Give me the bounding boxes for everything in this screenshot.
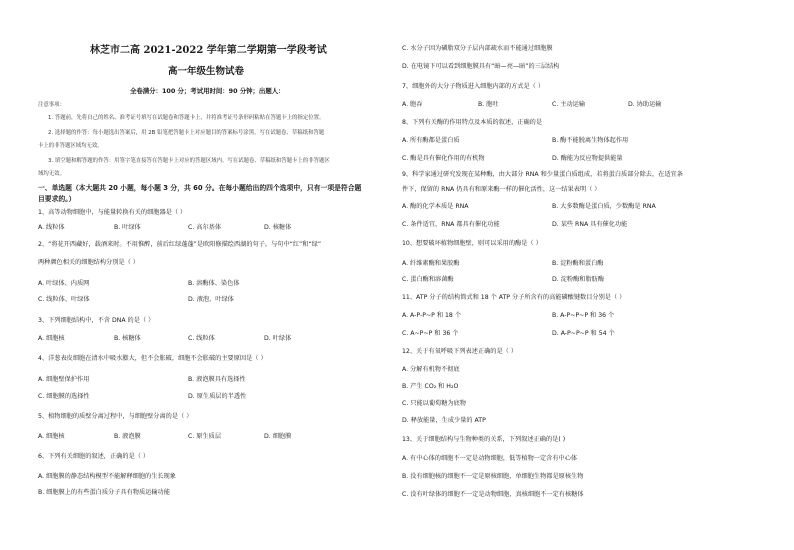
- option[interactable]: C. 酶是具有催化作用的有机物: [402, 155, 485, 162]
- question-stem: 3、下列细胞结构中，不含 DNA 的是（ ）: [38, 317, 155, 324]
- option[interactable]: A. 所有酶都是蛋白质: [402, 137, 460, 144]
- question-stem: 1、高等动物细胞中，与能量转换有关的细胞器是（ ）: [38, 209, 187, 216]
- option[interactable]: A. 胞吞: [402, 101, 423, 108]
- option[interactable]: D. 酶能为反应物提供能量: [552, 155, 623, 162]
- option[interactable]: B. 淀粉酶和蛋白酶: [552, 260, 604, 267]
- option[interactable]: C. 线粒体: [188, 335, 215, 342]
- option[interactable]: B. 核糖体: [114, 335, 141, 342]
- option[interactable]: C. 条件适宜，RNA 都具有催化功能: [402, 221, 500, 228]
- option[interactable]: B. 细胞膜上的有些蛋白质分子具有物质运输功能: [38, 489, 170, 496]
- option[interactable]: A. 酶的化学本质是 RNA: [402, 203, 469, 210]
- option[interactable]: D. 释放能量，生成少量的 ATP: [402, 417, 486, 424]
- option[interactable]: D. 核糖体: [264, 224, 292, 231]
- option[interactable]: D. 某些 RNA 具有催化功能: [552, 221, 628, 228]
- question-stem: 5、植物细胞的质壁分离过程中，与细胞壁分离的是（ ）: [38, 413, 193, 420]
- option[interactable]: C. A~P~P 和 36 个: [402, 330, 459, 337]
- notes-heading: 注意事项：: [38, 102, 65, 108]
- note-line: 域均无效。: [38, 171, 65, 177]
- question-stem: 6、下列有关细胞的叙述，正确的是（ ）: [38, 453, 150, 460]
- option[interactable]: A. 线粒体: [38, 224, 65, 231]
- question-stem: 7、细胞外的大分子物质进入细胞内部的方式是（ ）: [402, 83, 545, 90]
- question-stem: 11、ATP 分子的结构简式和 18 个 ATP 分子所含有的高能磷酸键数目分别是（ ）: [402, 294, 626, 301]
- option[interactable]: B. 产生 CO₂ 和 H₂O: [402, 383, 459, 390]
- right-column: [402, 0, 762, 550]
- option[interactable]: A. 细胞壁保护作用: [38, 376, 90, 383]
- note-line: 1. 答题前，先将自己的姓名、准考证号填写在试题卷和答题卡上，并将准考证号条形码粘贴在答题卡上的指定位置。: [48, 115, 325, 121]
- option[interactable]: B. 液泡膜: [114, 433, 141, 440]
- option[interactable]: A. A-P-P~P 和 18 个: [402, 312, 462, 319]
- question-stem: 10、想要破坏植物细胞壁，则可以采用的酶是（ ）: [402, 240, 542, 247]
- option[interactable]: A. 细胞核: [38, 335, 65, 342]
- note-line: 2. 选择题的作答：每小题选出答案后，用 2B 铅笔把答题卡上对应题目的答案标号涂黑，写在试题卷、草稿纸和答题: [48, 130, 325, 136]
- question-stem: 13、关于细胞结构与生物种类的关系，下列叙述正确的是( ): [402, 436, 566, 443]
- exam-title: 林芝市二高 2021-2022 学年第二学期第一学段考试: [90, 45, 327, 56]
- option[interactable]: C. 高尔基体: [188, 224, 222, 231]
- section-heading: 一、单选题（本大题共 20 小题，每小题 3 分，共 60 分。在每小题给出的四个选项中，只有一项是符合题: [38, 184, 362, 192]
- exam-info: 全卷满分：100 分；考试用时间：90 分钟；出题人：: [130, 87, 285, 95]
- option[interactable]: C. 蛋白酶和溶菌酶: [402, 276, 454, 283]
- option[interactable]: A. 有中心体的细胞不一定是动物细胞，低等植物一定含有中心体: [402, 455, 578, 462]
- option[interactable]: B. 溶酶体、染色体: [188, 280, 240, 287]
- option[interactable]: B. 没有细胞核的细胞不一定是原核细胞，单细胞生物都是原核生物: [402, 473, 584, 480]
- question-stem: 12、关于有氧呼吸下列表述正确的是（ ）: [402, 348, 518, 355]
- option[interactable]: C. 只能以葡萄糖为底物: [402, 400, 466, 407]
- option[interactable]: B. A-P~P~P 和 36 个: [552, 312, 615, 319]
- option[interactable]: D. 协助运输: [628, 101, 662, 108]
- question-stem-cont: 两种颜色相关的细胞结构分别是（ ）: [38, 259, 139, 266]
- option[interactable]: B. 液泡膜具有选择性: [188, 376, 246, 383]
- option[interactable]: C. 水分子因为磷脂双分子层内部疏水而不能通过细胞膜: [402, 45, 553, 52]
- option[interactable]: D. A-P~P~P 和 54 个: [552, 330, 615, 337]
- question-stem: 9、科学家通过研究发现在某种酶，由大部分 RNA 和少量蛋白质组成，若将蛋白质部分除去，在适宜条: [402, 171, 683, 178]
- option[interactable]: D. 淀粉酶和脂肪酶: [552, 276, 605, 283]
- left-column: [38, 0, 388, 550]
- question-stem: 2、“将花开西藏好，载酒来时。不用惟醉，前后红绿蓬蓬”是欧阳修描绘西湖的句子。与句中“红”和“绿”: [38, 241, 322, 248]
- option[interactable]: C. 线粒体、叶绿体: [38, 296, 90, 303]
- option[interactable]: D. 叶绿体: [264, 335, 292, 342]
- option[interactable]: D. 液泡、叶绿体: [188, 296, 234, 303]
- note-line: 卡上的非答题区域均无效。: [38, 143, 103, 149]
- option[interactable]: A. 细胞膜的静态结构模型不能解释细胞的生长现象: [38, 473, 176, 480]
- option[interactable]: B. 胞吐: [478, 101, 499, 108]
- option[interactable]: B. 大多数酶是蛋白质，少数酶是 RNA: [552, 203, 656, 210]
- question-stem-cont: 件下，保留的 RNA 仍具有和原来酶一样的催化活性，这一结果表明（ ）: [402, 186, 601, 193]
- option[interactable]: D. 细胞膜: [264, 433, 292, 440]
- exam-subtitle: 高一年级生物试卷: [168, 66, 245, 77]
- option[interactable]: B. 酶不能脱离生物体起作用: [552, 137, 629, 144]
- option[interactable]: A. 分解有机物不彻底: [402, 366, 460, 373]
- option[interactable]: A. 细胞核: [38, 433, 65, 440]
- option[interactable]: D. 原生质层的半透性: [188, 393, 247, 400]
- note-line: 3. 填空题和解答题的作答：用签字笔直接答在答题卡上对应的答题区域内。写在试题卷、草稿纸和答题卡上的非答题区: [48, 158, 330, 164]
- option[interactable]: A. 纤维素酶和果胶酶: [402, 260, 460, 267]
- question-stem: 4、洋葱表皮细胞在清水中吸水膨大，但不会胀破，细胞不会胀破的主要原因是（ ）: [38, 355, 267, 362]
- option[interactable]: A. 叶绿体、内质网: [38, 280, 90, 287]
- section-heading-cont: 目要求的。）: [38, 195, 76, 203]
- question-stem: 8、下列有关酶的作用特点及本质的叙述，正确的是: [402, 119, 543, 126]
- option[interactable]: C. 主动运输: [552, 101, 586, 108]
- option[interactable]: C. 细胞膜的选择性: [38, 393, 90, 400]
- option[interactable]: D. 在电镜下可以看到细胞膜具有“暗—亮—暗”的三层结构: [402, 63, 560, 70]
- option[interactable]: B. 叶绿体: [114, 224, 141, 231]
- option[interactable]: C. 没有叶绿体的细胞不一定是动物细胞，真核细胞不一定有核糖体: [402, 491, 584, 498]
- option[interactable]: C. 原生质层: [188, 433, 222, 440]
